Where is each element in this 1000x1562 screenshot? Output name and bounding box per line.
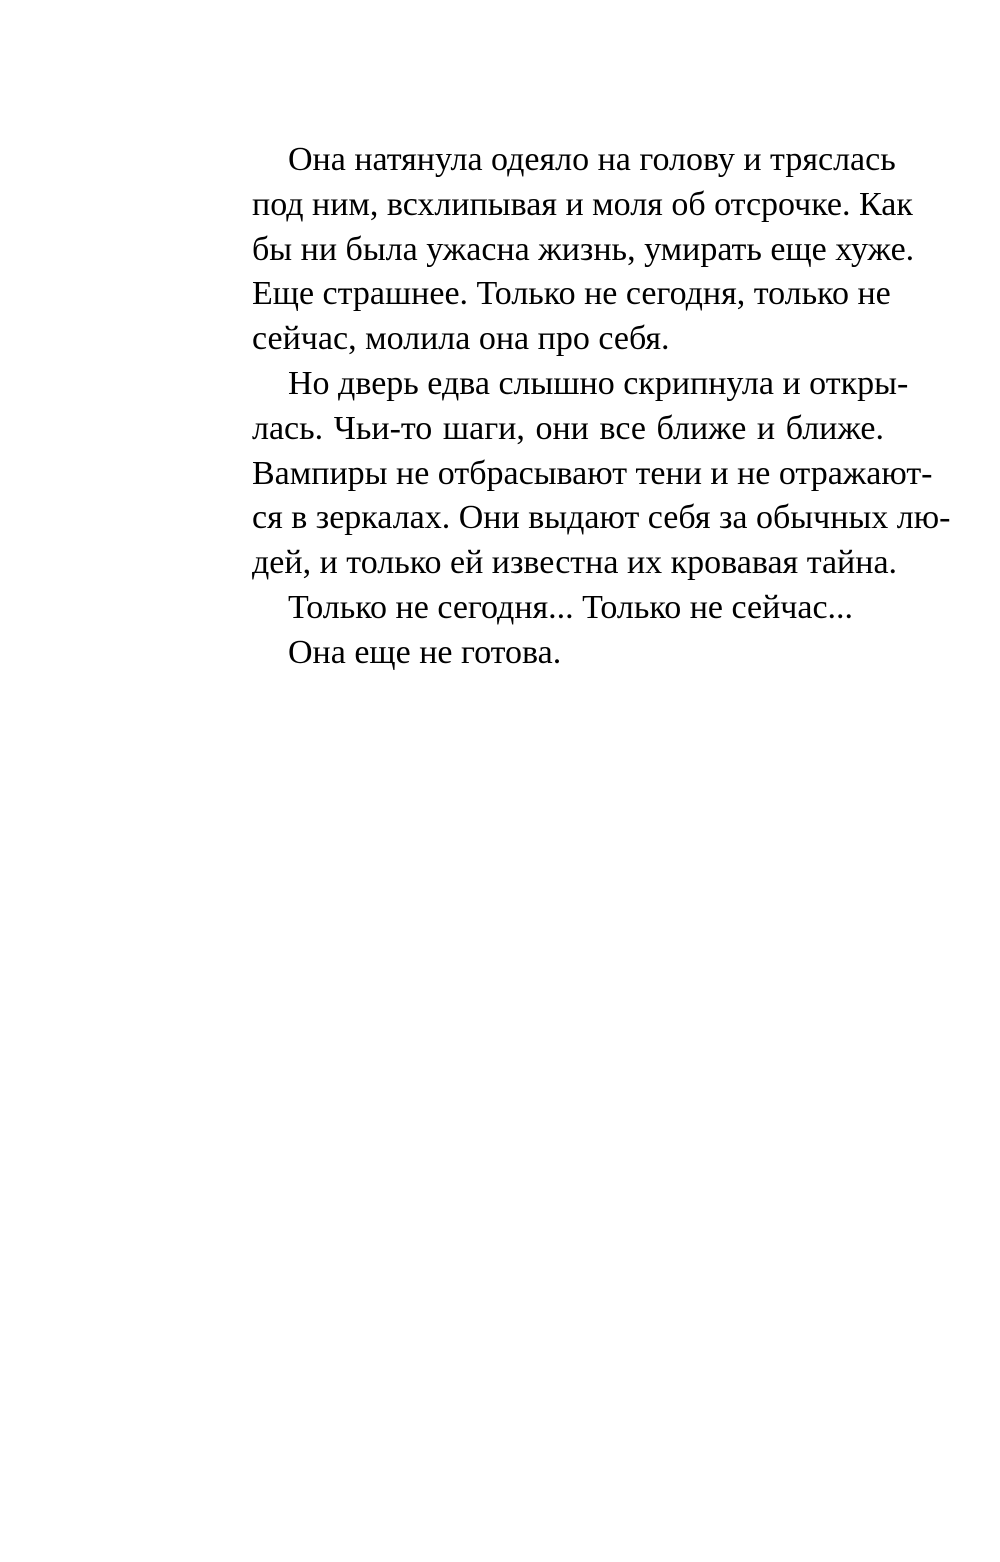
text-line: под ним, всхлипывая и моля об отсрочке. Как bbox=[252, 185, 913, 223]
text-line: Она натянула одеяло на голову и тряслась bbox=[288, 141, 896, 178]
text-line: Только не сегодня... Только не сейчас... bbox=[288, 588, 854, 626]
paragraph-3 bbox=[216, 586, 884, 631]
body-text bbox=[216, 138, 951, 676]
text-line: лась. Чьи-то шаги, они все ближе и ближе. bbox=[252, 409, 884, 447]
text-line: Она еще не готова. bbox=[288, 633, 562, 671]
text-line: Вампиры не отбрасывают тени и не отражают- bbox=[252, 454, 933, 492]
text-line: ся в зеркалах. Они выдают себя за обычных лю- bbox=[252, 499, 951, 537]
paragraph-1 bbox=[216, 138, 915, 362]
text-line: дей, и только ей известна их кровавая тайна. bbox=[252, 544, 898, 582]
text-line: бы ни была ужасна жизнь, умирать еще хуже. bbox=[252, 230, 915, 268]
paragraph-4 bbox=[216, 631, 884, 676]
text-line: Еще страшнее. Только не сегодня, только не bbox=[252, 275, 891, 313]
text-line: сейчас, молила она про себя. bbox=[252, 320, 670, 358]
paragraph-2 bbox=[216, 362, 951, 586]
text-line: Но дверь едва слышно скрипнула и откры- bbox=[288, 364, 909, 402]
